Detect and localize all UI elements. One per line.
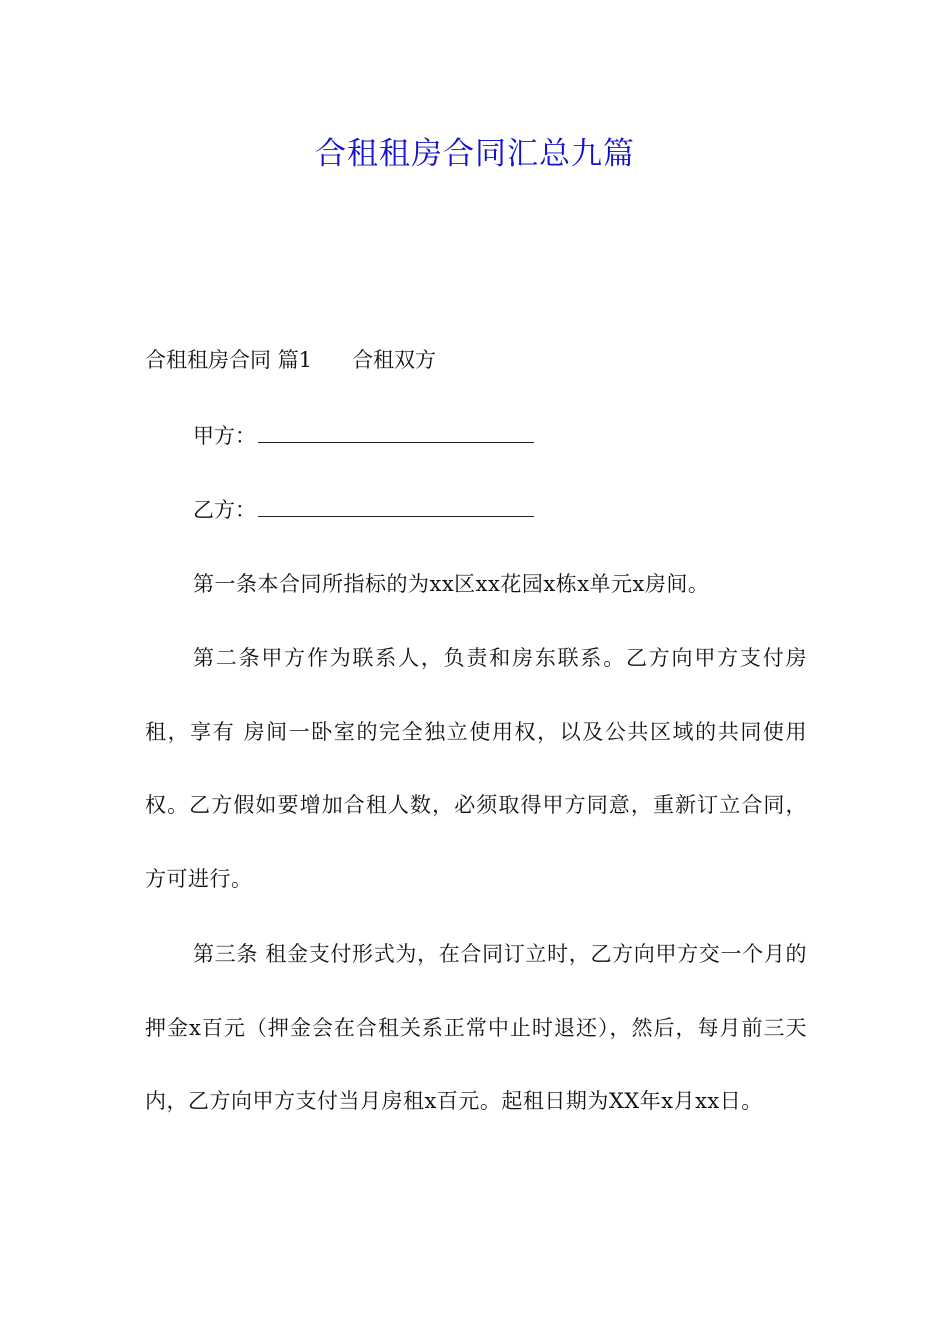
document-title: 合租租房合同汇总九篇 — [315, 136, 635, 172]
party-b-label: 乙方： — [193, 498, 256, 522]
section-subtitle: 合租双方 — [352, 348, 437, 372]
section-heading — [145, 344, 436, 374]
clause-2: 第二条甲方作为联系人，负责和房东联系。乙方向甲方支付房租，享有 房间一卧室的完全独立使用权，以及公共区域的共同使用权。乙方假如要增加合租人数，必须取得甲方同意，重新订立合同，方可进行。 — [145, 646, 807, 891]
party-a-blank — [258, 420, 534, 443]
party-a-line — [193, 420, 534, 450]
clause-1: 第一条本合同所指标的为xx区xx花园x栋x单元x房间。 — [193, 572, 710, 596]
party-b-blank — [258, 494, 534, 517]
section-part-number: 篇1 — [277, 348, 313, 372]
clause-3: 第三条 租金支付形式为，在合同订立时，乙方向甲方交一个月的押金x百元（押金会在合租关系正常中止时退还），然后，每月前三天内，乙方向甲方支付当月房租x百元。起租日期为XX年x月xx日。 — [145, 942, 807, 1113]
section-part-title: 合租租房合同 — [145, 348, 271, 372]
party-b-line — [193, 494, 534, 524]
party-a-label: 甲方： — [193, 424, 256, 448]
